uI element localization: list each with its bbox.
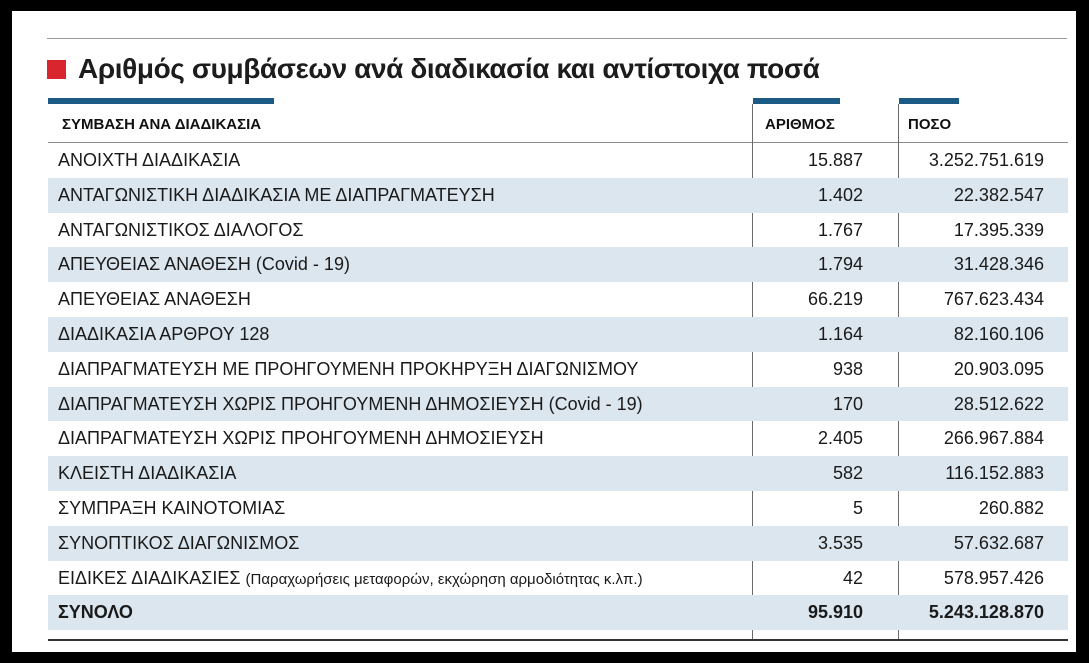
contract-amount: 578.957.426: [943, 567, 1044, 588]
procedure-name: ΑΝΤΑΓΩΝΙΣΤΙΚΟΣ ΔΙΑΛΟΓΟΣ: [58, 219, 304, 240]
contract-count: 1.794: [817, 254, 863, 275]
contract-amount: 767.623.434: [943, 289, 1044, 310]
contract-count: 42: [842, 567, 863, 588]
total-row: [48, 595, 1068, 630]
procedure-name: ΑΠΕΥΘΕΙΑΣ ΑΝΑΘΕΣΗ: [58, 289, 251, 310]
contract-count: 15.887: [807, 150, 863, 170]
table-row: [48, 213, 1068, 248]
contract-amount: 31.428.346: [953, 254, 1044, 275]
procedure-name: ΑΝΟΙΧΤΗ ΔΙΑΔΙΚΑΣΙΑ: [58, 150, 241, 170]
total-count: 95.910: [807, 602, 863, 623]
contract-count: 1.164: [817, 323, 863, 344]
red-square-icon: [47, 60, 66, 79]
contract-count: 1.767: [817, 219, 863, 240]
table-row: [48, 561, 1068, 596]
contract-count: 582: [832, 463, 863, 484]
contract-amount: 20.903.095: [953, 358, 1044, 379]
procedure-name: ΔΙΑΠΡΑΓΜΑΤΕΥΣΗ ΧΩΡΙΣ ΠΡΟΗΓΟΥΜΕΝΗ ΔΗΜΟΣΙΕΥΣΗ (Covid - 19): [58, 393, 643, 414]
contract-count: 1.402: [817, 184, 863, 205]
top-divider: [47, 38, 1067, 39]
contract-count: 2.405: [817, 428, 863, 449]
document-panel: [12, 11, 1076, 652]
contract-amount: 3.252.751.619: [928, 150, 1044, 170]
table-row: [48, 282, 1068, 317]
table-header: [48, 104, 1068, 142]
contract-amount: 260.882: [978, 497, 1044, 518]
procedure-name: ΔΙΑΠΡΑΓΜΑΤΕΥΣΗ ΧΩΡΙΣ ΠΡΟΗΓΟΥΜΕΝΗ ΔΗΜΟΣΙΕΥΣΗ: [58, 428, 544, 449]
table-bottom-rule: [48, 639, 1068, 641]
table-row: [48, 317, 1068, 352]
contract-amount: 116.152.883: [945, 463, 1044, 484]
contract-amount: 82.160.106: [953, 323, 1044, 344]
contract-count: 170: [832, 393, 863, 414]
procedure-name: ΔΙΑΔΙΚΑΣΙΑ ΑΡΘΡΟΥ 128: [58, 323, 270, 344]
table-row: [48, 352, 1068, 387]
contract-amount: 22.382.547: [953, 184, 1044, 205]
column-header-count: ΑΡΙΘΜΟΣ: [765, 116, 835, 133]
table-body: [48, 143, 1068, 630]
table-row: [48, 247, 1068, 282]
contract-count: 66.219: [807, 289, 863, 310]
table-row: [48, 421, 1068, 456]
contract-count: 5: [852, 497, 863, 518]
total-label: ΣΥΝΟΛΟ: [58, 602, 133, 623]
table-row: [48, 143, 1068, 178]
procedure-name: ΔΙΑΠΡΑΓΜΑΤΕΥΣΗ ΜΕ ΠΡΟΗΓΟΥΜΕΝΗ ΠΡΟΚΗΡΥΞΗ ΔΙΑΓΩΝΙΣΜΟΥ: [58, 358, 639, 379]
contract-amount: 28.512.622: [953, 393, 1044, 414]
procedure-name: ΑΠΕΥΘΕΙΑΣ ΑΝΑΘΕΣΗ (Covid - 19): [58, 254, 350, 275]
procedure-name: ΚΛΕΙΣΤΗ ΔΙΑΔΙΚΑΣΙΑ: [58, 463, 237, 484]
procedure-name: ΑΝΤΑΓΩΝΙΣΤΙΚΗ ΔΙΑΔΙΚΑΣΙΑ ΜΕ ΔΙΑΠΡΑΓΜΑΤΕΥΣΗ: [58, 184, 495, 205]
procedure-name: ΣΥΝΟΠΤΙΚΟΣ ΔΙΑΓΩΝΙΣΜΟΣ: [58, 532, 300, 553]
procedure-note: (Παραχωρήσεις μεταφορών, εκχώρηση αρμοδιότητας κ.λπ.): [245, 570, 643, 588]
contract-count: 3.535: [817, 532, 863, 553]
column-header-procedure: ΣΥΜΒΑΣΗ ΑΝΑ ΔΙΑΔΙΚΑΣΙΑ: [62, 116, 262, 133]
table-row: [48, 456, 1068, 491]
procedure-name: ΕΙΔΙΚΕΣ ΔΙΑΔΙΚΑΣΙΕΣ (Παραχωρήσεις μεταφορών, εκχώρηση αρμοδιότητας κ.λπ.): [58, 567, 643, 588]
contract-count: 938: [832, 358, 863, 379]
contract-amount: 266.967.884: [943, 428, 1044, 449]
table-row: [48, 178, 1068, 213]
procedure-name: ΣΥΜΠΡΑΞΗ ΚΑΙΝΟΤΟΜΙΑΣ: [58, 497, 286, 518]
page-title: Αριθμός συμβάσεων ανά διαδικασία και αντίστοιχα ποσά: [78, 53, 820, 84]
column-header-amount: ΠΟΣΟ: [908, 116, 952, 133]
table-row: [48, 491, 1068, 526]
table-row: [48, 526, 1068, 561]
contract-amount: 57.632.687: [953, 532, 1044, 553]
table-row: [48, 387, 1068, 422]
title-row: [47, 51, 819, 87]
total-amount: 5.243.128.870: [928, 602, 1044, 623]
contract-amount: 17.395.339: [953, 219, 1044, 240]
